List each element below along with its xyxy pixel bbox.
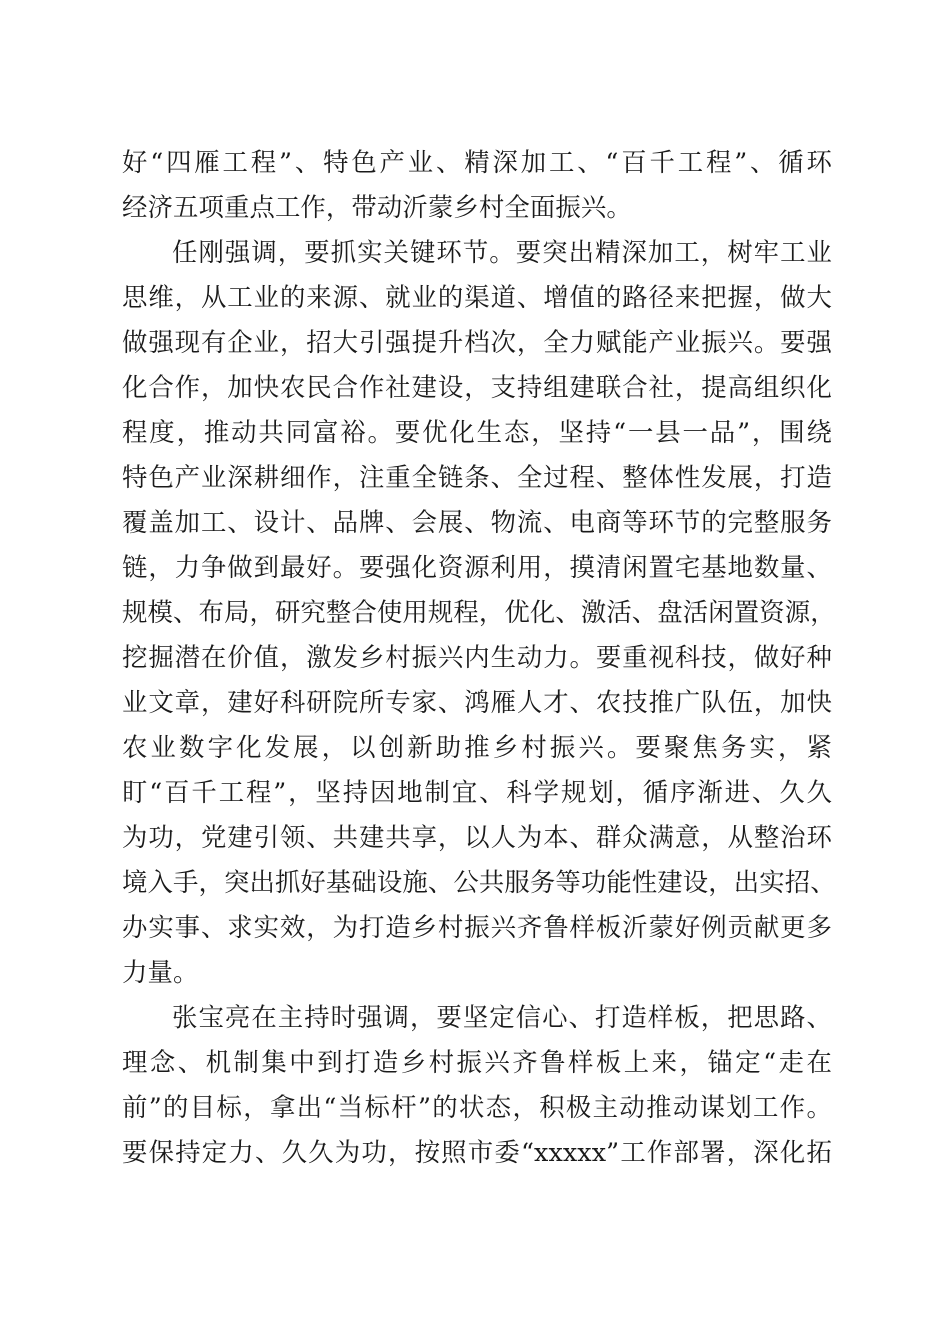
paragraph-2-line-9: 规模、布局，研究整合使用规程，优化、激活、盘活闲置资源， [122,597,836,627]
paragraph-2-line-14: 为功，党建引领、共建共享，以人为本、群众满意，从整治环 [122,822,832,852]
paragraph-2-line-10: 挖掘潜在价值，激发乡村振兴内生动力。要重视科技，做好种 [122,642,832,672]
paragraph-2-line-4: 化合作，加快农民合作社建设，支持组建联合社，提高组织化 [122,372,832,402]
paragraph-2-line-11: 业文章，建好科研院所专家、鸿雁人才、农技推广队伍，加快 [122,687,832,717]
document-body [122,140,836,1175]
paragraph-2-line-17: 力量。 [122,957,199,987]
paragraph-2-line-2: 思维，从工业的来源、就业的渠道、增值的路径来把握，做大 [122,282,832,312]
paragraph-3-line-4: 要保持定力、久久为功，按照市委“xxxxx”工作部署，深化拓 [122,1137,832,1167]
paragraph-3-line-3: 前”的目标，拿出“当标杆”的状态，积极主动推动谋划工作。 [122,1092,832,1122]
paragraph-1-line-1: 好“四雁工程”、特色产业、精深加工、“百千工程”、循环 [122,147,832,177]
paragraph-2-line-3: 做强现有企业，招大引强提升档次，全力赋能产业振兴。要强 [122,327,832,357]
paragraph-2-line-16: 办实事、求实效，为打造乡村振兴齐鲁样板沂蒙好例贡献更多 [122,912,832,942]
paragraph-2-line-8: 链，力争做到最好。要强化资源利用，摸清闲置宅基地数量、 [122,552,832,582]
paragraph-3-line-1: 张宝亮在主持时强调，要坚定信心、打造样板，把思路、 [172,1002,832,1032]
paragraph-2-line-12: 农业数字化发展，以创新助推乡村振兴。要聚焦务实，紧 [122,732,832,762]
paragraph-2-line-1: 任刚强调，要抓实关键环节。要突出精深加工，树牢工业 [172,237,832,267]
paragraph-1-line-2: 经济五项重点工作，带动沂蒙乡村全面振兴。 [122,192,632,222]
paragraph-2-line-6: 特色产业深耕细作，注重全链条、全过程、整体性发展，打造 [122,462,832,492]
paragraph-2-line-5: 程度，推动共同富裕。要优化生态，坚持“一县一品”，围绕 [122,417,832,447]
paragraph-3-line-2: 理念、机制集中到打造乡村振兴齐鲁样板上来，锚定“走在 [122,1047,832,1077]
paragraph-2-line-13: 盯“百千工程”，坚持因地制宜、科学规划，循序渐进、久久 [122,777,832,807]
paragraph-2-line-7: 覆盖加工、设计、品牌、会展、物流、电商等环节的完整服务 [122,507,832,537]
paragraph-2-line-15: 境入手，突出抓好基础设施、公共服务等功能性建设，出实招、 [122,867,836,897]
